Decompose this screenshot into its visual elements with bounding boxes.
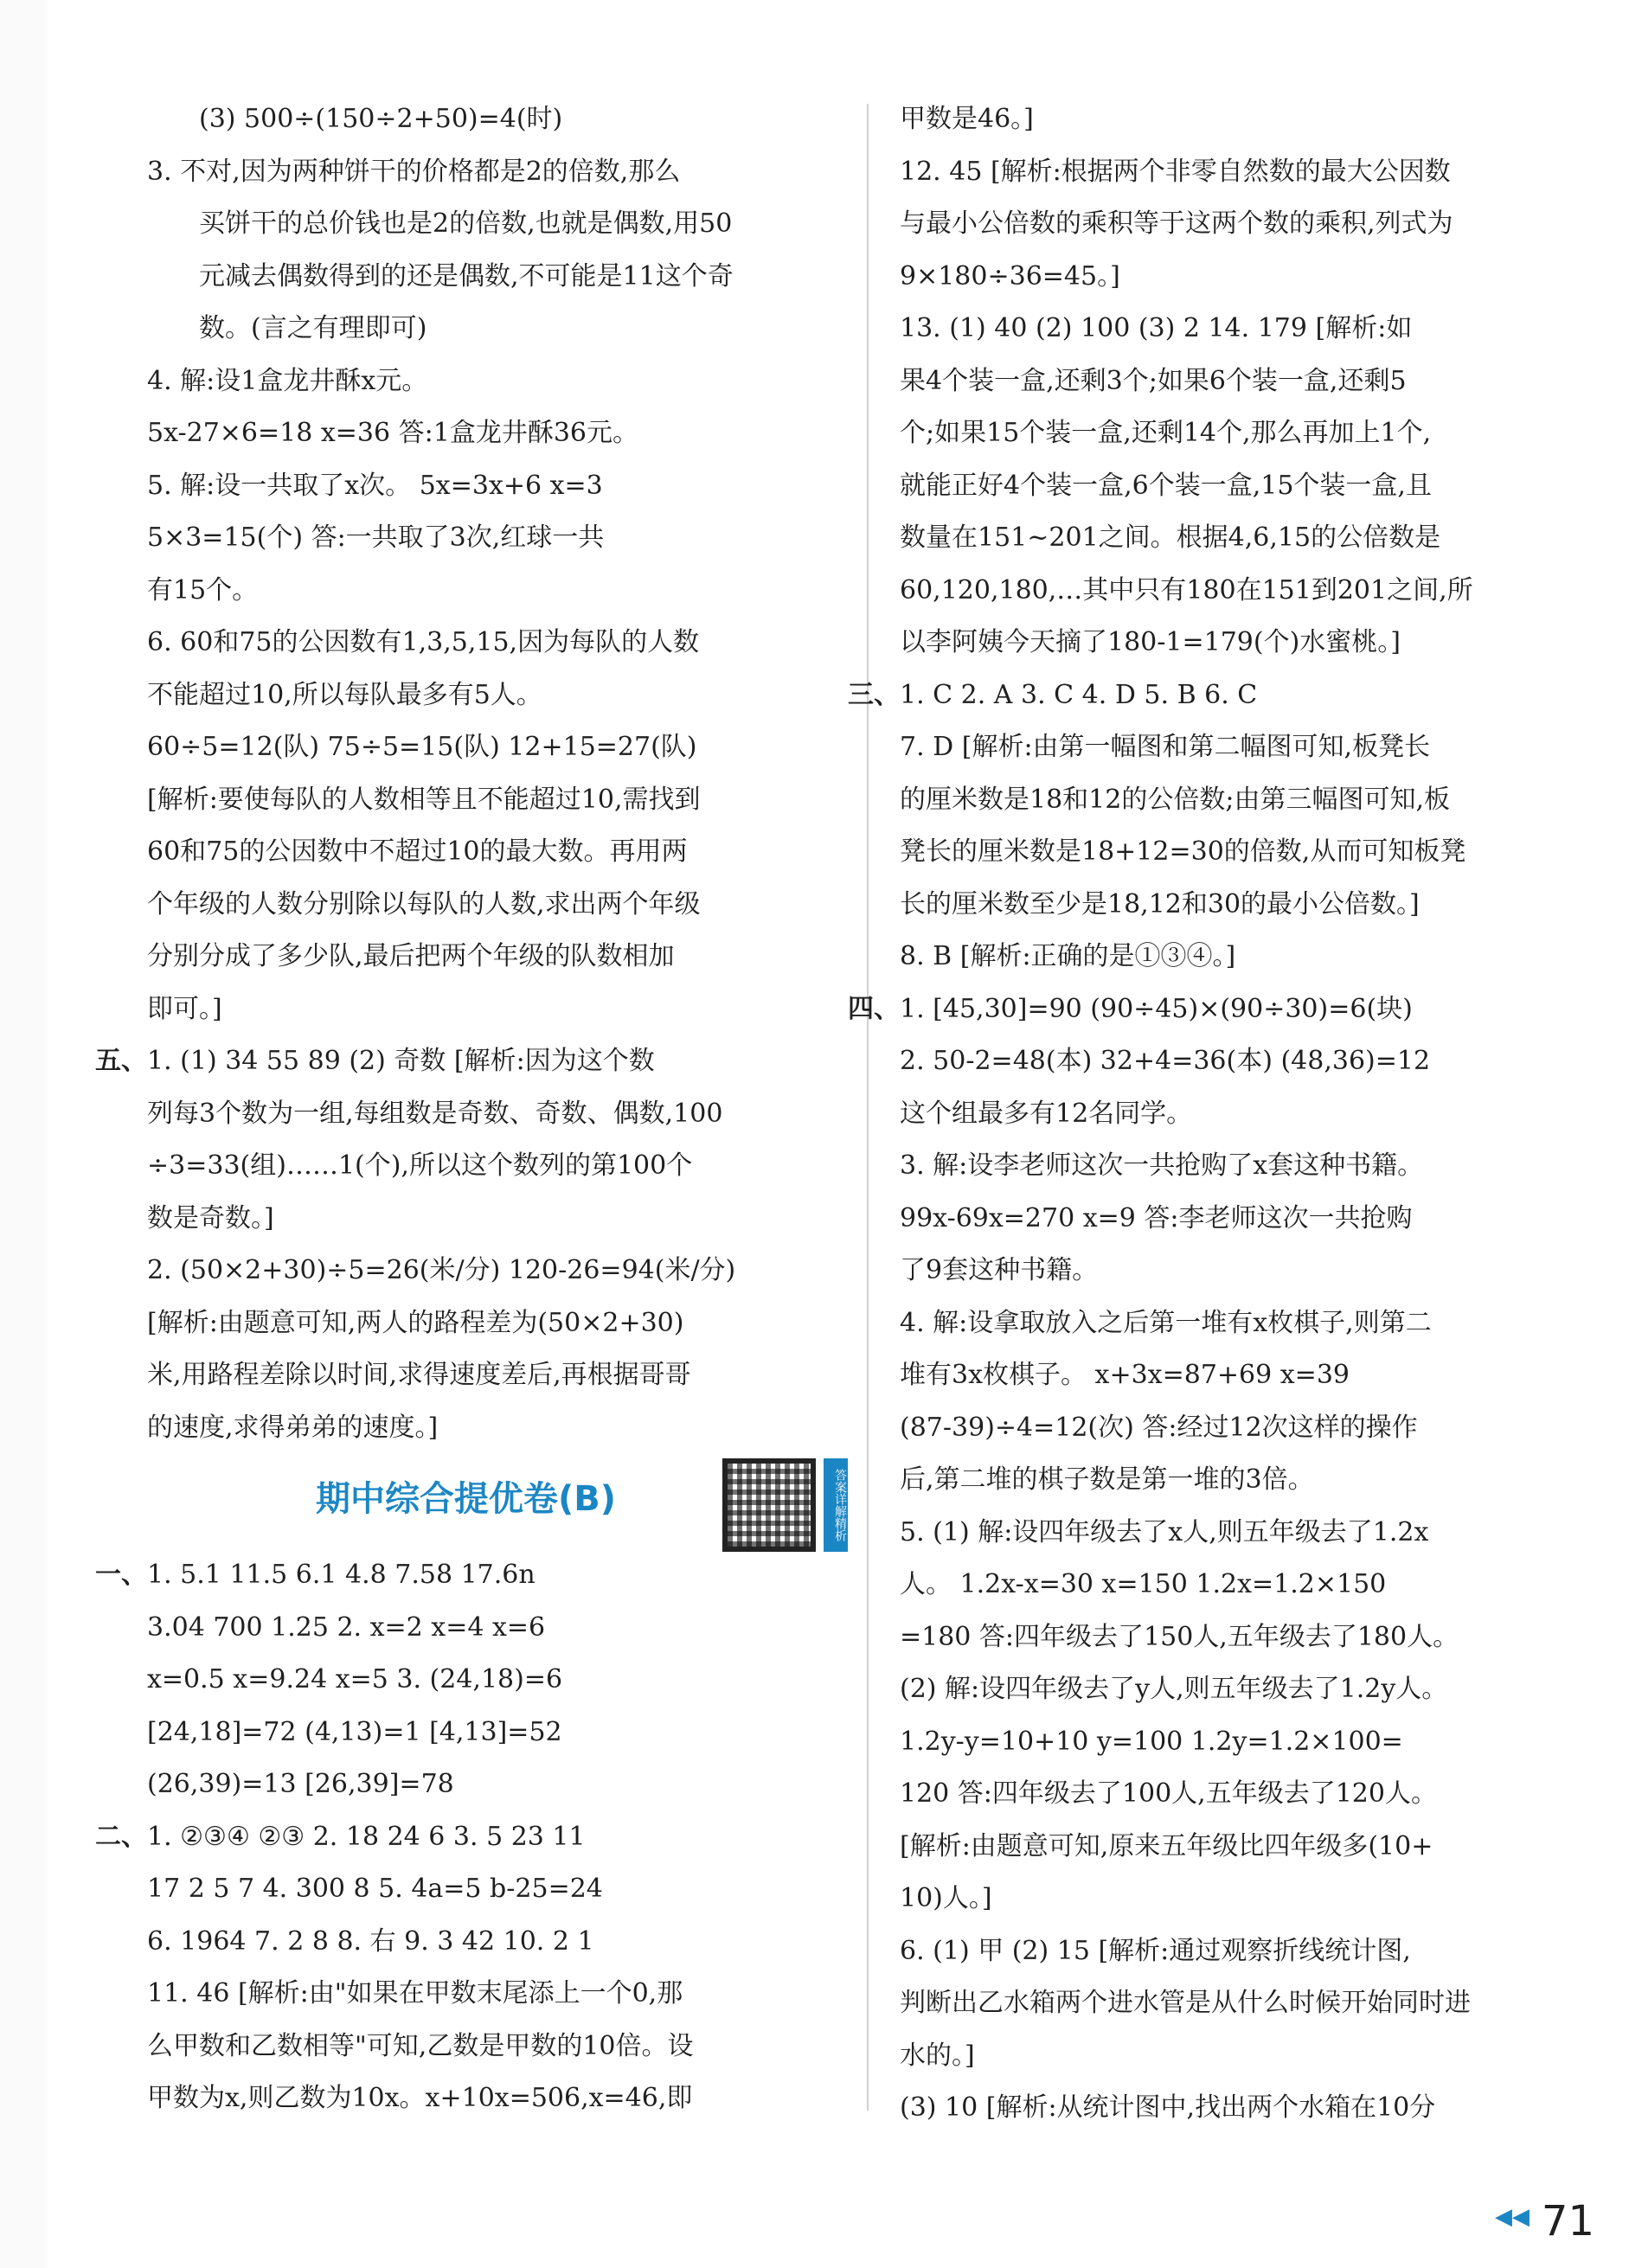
text-line: (2) 解:设四年级去了y人,则五年级去了1.2y人。: [900, 1674, 1448, 1704]
text-line: 元减去偶数得到的还是偶数,不可能是11这个奇: [199, 260, 734, 292]
text-line: 就能正好4个装一盒,6个装一盒,15个装一盒,且: [900, 470, 1432, 501]
text-line: 个年级的人数分别除以每队的人数,求出两个年级: [147, 888, 701, 919]
section-title: 期中综合提优卷(B): [316, 1479, 617, 1519]
right-column: [848, 93, 1592, 2135]
section-marker-si: 四、: [848, 993, 900, 1024]
text-line: 凳长的厘米数是18+12=30的倍数,从而可知板凳: [900, 836, 1466, 867]
text-line: 2. (50×2+30)÷5=26(米/分) 120-26=94(米/分): [147, 1255, 736, 1285]
section-header: [147, 1454, 847, 1549]
text-line: 么甲数和乙数相等"可知,乙数是甲数的10倍。设: [147, 2030, 694, 2061]
text-line: 60和75的公因数中不超过10的最大数。再用两: [147, 836, 688, 867]
text-line: 60,120,180,…其中只有180在151到201之间,所: [900, 574, 1473, 605]
text-line: 10)人。]: [900, 1883, 992, 1913]
text-line: 12. 45 [解析:根据两个非零自然数的最大公因数: [900, 156, 1451, 187]
text-line: 四、 1. [45,30]=90 (90÷45)×(90÷30)=6(块): [900, 983, 1592, 1036]
text-line: 即可。]: [147, 993, 222, 1024]
text-line: 以李阿姨今天摘了180-1=179(个)水蜜桃。]: [900, 627, 1401, 657]
page-number: 71: [1541, 2197, 1594, 2246]
text-line: 果4个装一盒,还剩3个;如果6个装一盒,还剩5: [900, 365, 1407, 396]
text-line: 6. 60和75的公因数有1,3,5,15,因为每队的人数: [147, 627, 700, 657]
text-line: 6. 1964 7. 2 8 8. 右 9. 3 42 10. 2 1: [147, 1925, 594, 1957]
text-line: 的速度,求得弟弟的速度。]: [147, 1412, 439, 1443]
text-line: 列每3个数为一组,每组数是奇数、奇数、偶数,100: [147, 1098, 723, 1129]
text-line: 五、 1. (1) 34 55 89 (2) 奇数 [解析:因为这个数: [147, 1035, 839, 1088]
text-line: 堆有3x枚棋子。 x+3x=87+69 x=39: [900, 1360, 1350, 1390]
text-line: 甲数是46。]: [900, 104, 1034, 134]
text-line: (87-39)÷4=12(次) 答:经过12次这样的操作: [900, 1412, 1418, 1443]
text-line: 判断出乙水箱两个进水管是从什么时候开始同时进: [900, 1988, 1471, 2018]
text-line: (3) 500÷(150÷2+50)=4(时): [199, 104, 563, 134]
section-marker-er: 二、: [95, 1821, 147, 1852]
left-column: [95, 93, 847, 2125]
text-line: 5x-27×6=18 x=36 答:1盒龙井酥36元。: [147, 418, 638, 448]
text-line: 后,第二堆的棋子数是第一堆的3倍。: [900, 1464, 1314, 1495]
qr-code-icon[interactable]: [722, 1458, 816, 1552]
text-line: [24,18]=72 (4,13)=1 [4,13]=52: [147, 1716, 562, 1747]
text-line: 5. 解:设一共取了x次。 5x=3x+6 x=3: [147, 470, 603, 501]
text-line: 二、 1. ②③④ ②③ 2. 18 24 6 3. 5 23 11: [147, 1811, 839, 1864]
text-line: 4. 解:设拿取放入之后第一堆有x枚棋子,则第二: [900, 1307, 1432, 1338]
text-line: 人。 1.2x-x=30 x=150 1.2x=1.2×150: [900, 1569, 1387, 1599]
text-line: 数量在151~201之间。根据4,6,15的公倍数是: [900, 522, 1441, 553]
text-line: 1.2y-y=10+10 y=100 1.2y=1.2×100=: [900, 1726, 1403, 1757]
text-line: 一、 1. 5.1 11.5 6.1 4.8 7.58 17.6n: [147, 1549, 839, 1602]
text-line: 13. (1) 40 (2) 100 (3) 2 14. 179 [解析:如: [900, 313, 1413, 343]
text-line: 买饼干的总价钱也是2的倍数,也就是偶数,用50: [199, 208, 733, 239]
text-line: 三、 1. C 2. A 3. C 4. D 5. B 6. C: [900, 670, 1592, 722]
text-line: 水的。]: [900, 2040, 975, 2071]
text-line: 与最小公倍数的乘积等于这两个数的乘积,列式为: [900, 208, 1453, 239]
text-line: 5. (1) 解:设四年级去了x人,则五年级去了1.2x: [900, 1516, 1429, 1547]
text-line: 60÷5=12(队) 75÷5=15(队) 12+15=27(队): [147, 732, 697, 762]
text-line: 的厘米数是18和12的公倍数;由第三幅图可知,板: [900, 784, 1450, 815]
text-line: 甲数为x,则乙数为10x。x+10x=506,x=46,即: [147, 2083, 693, 2113]
text-line: 11. 46 [解析:由"如果在甲数末尾添上一个0,那: [147, 1978, 683, 2009]
text-line: 2. 50-2=48(本) 32+4=36(本) (48,36)=12: [900, 1046, 1431, 1076]
text-line: 9×180÷36=45。]: [900, 260, 1120, 292]
text-line: (3) 10 [解析:从统计图中,找出两个水箱在10分: [900, 2092, 1436, 2123]
text-line: 6. (1) 甲 (2) 15 [解析:通过观察折线统计图,: [900, 1935, 1411, 1966]
text-line: 有15个。: [147, 574, 259, 605]
text-line: =180 答:四年级去了150人,五年级去了180人。: [900, 1621, 1459, 1652]
text-line: 3. 不对,因为两种饼干的价格都是2的倍数,那么: [147, 156, 681, 187]
text-line: 了9套这种书籍。: [900, 1255, 1099, 1285]
hint-line: [解析:由题意可知,两人的路程差为(50×2+30): [147, 1307, 684, 1338]
text-line: 3. 解:设李老师这次一共抢购了x套这种书籍。: [900, 1150, 1424, 1181]
section-marker-san: 三、: [848, 679, 900, 710]
hint-line: [解析:要使每队的人数相等且不能超过10,需找到: [147, 784, 701, 815]
text-line: 7. D [解析:由第一幅图和第二幅图可知,板凳长: [900, 732, 1431, 762]
text-line: 米,用路程差除以时间,求得速度差后,再根据哥哥: [147, 1360, 691, 1390]
text-line: 3.04 700 1.25 2. x=2 x=4 x=6: [147, 1611, 546, 1643]
text-line: 数是奇数。]: [147, 1202, 274, 1233]
text-line: 5×3=15(个) 答:一共取了3次,红球一共: [147, 522, 605, 553]
text-line: 个;如果15个装一盒,还剩14个,那么再加上1个,: [900, 418, 1432, 448]
text-line: 17 2 5 7 4. 300 8 5. 4a=5 b-25=24: [147, 1874, 603, 1904]
text-line: 长的厘米数至少是18,12和30的最小公倍数。]: [900, 888, 1420, 919]
text-line: 这个组最多有12名同学。: [900, 1098, 1193, 1129]
column-divider: [867, 104, 869, 2111]
text-line: (26,39)=13 [26,39]=78: [147, 1769, 454, 1799]
text-line: ÷3=33(组)……1(个),所以这个数列的第100个: [147, 1150, 693, 1181]
text-line: x=0.5 x=9.24 x=5 3. (24,18)=6: [147, 1664, 563, 1695]
section-marker-yi: 一、: [95, 1560, 147, 1590]
page-arrow-icon: ◀◀: [1495, 2204, 1530, 2230]
text-line: 120 答:四年级去了100人,五年级去了120人。: [900, 1778, 1437, 1809]
text-line: 8. B [解析:正确的是①③④。]: [900, 941, 1236, 971]
section-marker-wu: 五、: [95, 1046, 147, 1076]
hint-line: [解析:由题意可知,原来五年级比四年级多(10+: [900, 1830, 1433, 1861]
text-line: 不能超过10,所以每队最多有5人。: [147, 679, 542, 710]
qr-label: 答案详解精析: [824, 1458, 848, 1552]
page-edge: [0, 0, 48, 2268]
text-line: 分别分成了多少队,最后把两个年级的队数相加: [147, 941, 675, 971]
text-line: 4. 解:设1盒龙井酥x元。: [147, 365, 428, 396]
text-line: 数。(言之有理即可): [199, 313, 427, 343]
text-line: 99x-69x=270 x=9 答:李老师这次一共抢购: [900, 1202, 1413, 1233]
